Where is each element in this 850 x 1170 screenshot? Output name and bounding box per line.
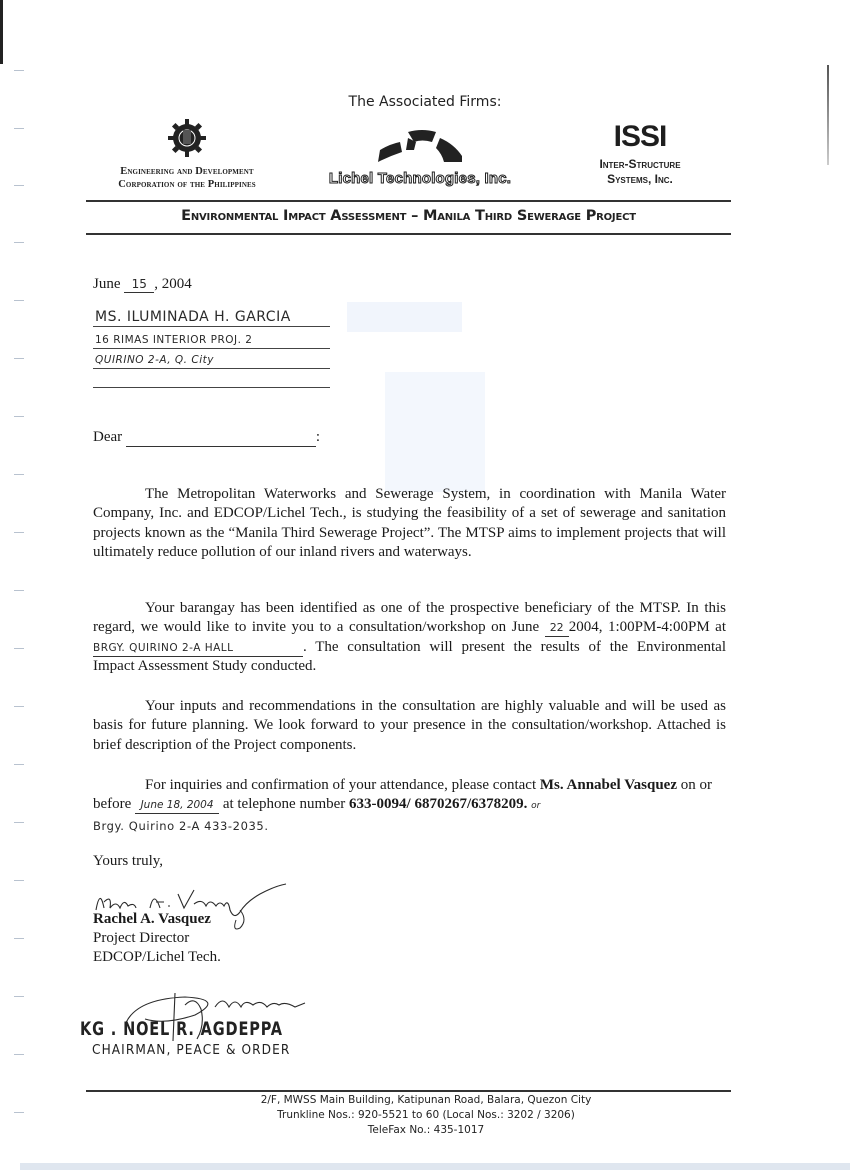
lichel-name: Lichel Technologies, Inc. — [328, 170, 512, 187]
footer-rule — [86, 1090, 731, 1092]
signer-org: EDCOP/Lichel Tech. — [93, 949, 221, 965]
firm-edcop — [82, 116, 292, 191]
watermark — [385, 372, 485, 492]
paragraph-3: Your inputs and recommendations in the consultation are highly valuable and will be used as basis for future planning. We look forward to your presence in the consultation/workshop. Attached is brief description of the Project components. — [93, 698, 726, 753]
header-rule-bottom — [86, 233, 731, 235]
issi-name-line2: Systems, Inc. — [607, 172, 673, 186]
scan-edge-line — [827, 65, 829, 165]
watermark — [347, 302, 462, 332]
recipient-line: 16 RIMAS INTERIOR PROJ. 2 — [93, 330, 330, 349]
signer-name: Rachel A. Vasquez — [93, 911, 211, 927]
contact-phones: 633-0094/ 6870267/6378209. — [349, 796, 528, 813]
date-month: June — [93, 276, 121, 292]
edcop-name-line1: Engineering and Development — [120, 166, 254, 177]
workshop-day: 22 — [545, 620, 569, 637]
firm-issi — [570, 122, 710, 187]
arc-segments-icon — [370, 128, 470, 164]
footer-telefax: TeleFax No.: 435-1017 — [367, 1124, 485, 1136]
project-title: Environmental Impact Assessment – Manila Third Sewerage Project — [181, 208, 636, 224]
date-day: 15 — [124, 276, 154, 293]
closing: Yours truly, — [93, 853, 164, 869]
gear-emblem-icon — [167, 116, 207, 158]
recipient-line — [93, 369, 330, 388]
stamp-name: KG . NOEL R. AGDEPPA — [80, 1018, 283, 1040]
salutation-blank — [126, 431, 316, 447]
signer-title: Project Director — [93, 930, 190, 946]
firm-lichel — [320, 116, 520, 187]
stamp-title: CHAIRMAN, PEACE & ORDER — [92, 1042, 291, 1058]
footer — [86, 1093, 766, 1138]
binder-hole-marks — [14, 60, 28, 1150]
issi-logo: ISSI — [613, 120, 667, 153]
rsvp-deadline: June 18, 2004 — [135, 797, 219, 814]
scan-bottom-edge — [20, 1163, 850, 1170]
paragraph-2: Your barangay has been identified as one of the prospective beneficiary of the MTSP. In this regard, we would like to invite you to a consultation/workshop on June 22 2004, 1:00PM-4:00PM at BRGY. QUIRINO 2-A HALL . The consultation will present the results of the Environmental Impact Assessment Study conducted. — [93, 600, 727, 674]
scan-edge-mark — [0, 0, 3, 64]
date-year: , 2004 — [154, 276, 192, 292]
workshop-venue: BRGY. QUIRINO 2-A HALL — [93, 640, 303, 657]
letter-date — [93, 275, 192, 294]
recipient-line: MS. ILUMINADA H. GARCIA — [93, 308, 330, 327]
contact-person: Ms. Annabel Vasquez — [539, 777, 677, 793]
footer-trunkline: Trunkline Nos.: 920-5521 to 60 (Local Nos.: 3202 / 3206) — [277, 1109, 575, 1121]
handwritten-alt-contact: Brgy. Quirino 2-A 433-2035. — [93, 818, 269, 833]
header-rule-top — [86, 200, 731, 202]
salutation: Dear : — [93, 429, 321, 445]
footer-address: 2/F, MWSS Main Building, Katipunan Road, Balara, Quezon City — [260, 1094, 592, 1106]
edcop-name-line2: Corporation of the Philippines — [118, 179, 256, 190]
paragraph-4: For inquiries and confirmation of your attendance, please contact Ms. Annabel Vasquez on or before June 18, 2004 at telephone number 633-0094/ 6870267/6378209. or Brgy. Quirino 2-A 433-2035. — [93, 777, 712, 833]
issi-name-line1: Inter-Structure — [599, 157, 681, 171]
associated-firms-label: The Associated Firms: — [348, 94, 502, 110]
recipient-line: QUIRINO 2-A, Q. City — [93, 350, 330, 369]
paragraph-1: The Metropolitan Waterworks and Sewerage System, in coordination with Manila Water Company, Inc. and EDCOP/Lichel Tech., is studying the feasibility of a set of sewerage and sanitation projects known as the “Manila Third Sewerage Project”. The MTSP aims to implement projects that will ultimately reduce pollution of our inland rivers and waterways. — [93, 486, 726, 560]
